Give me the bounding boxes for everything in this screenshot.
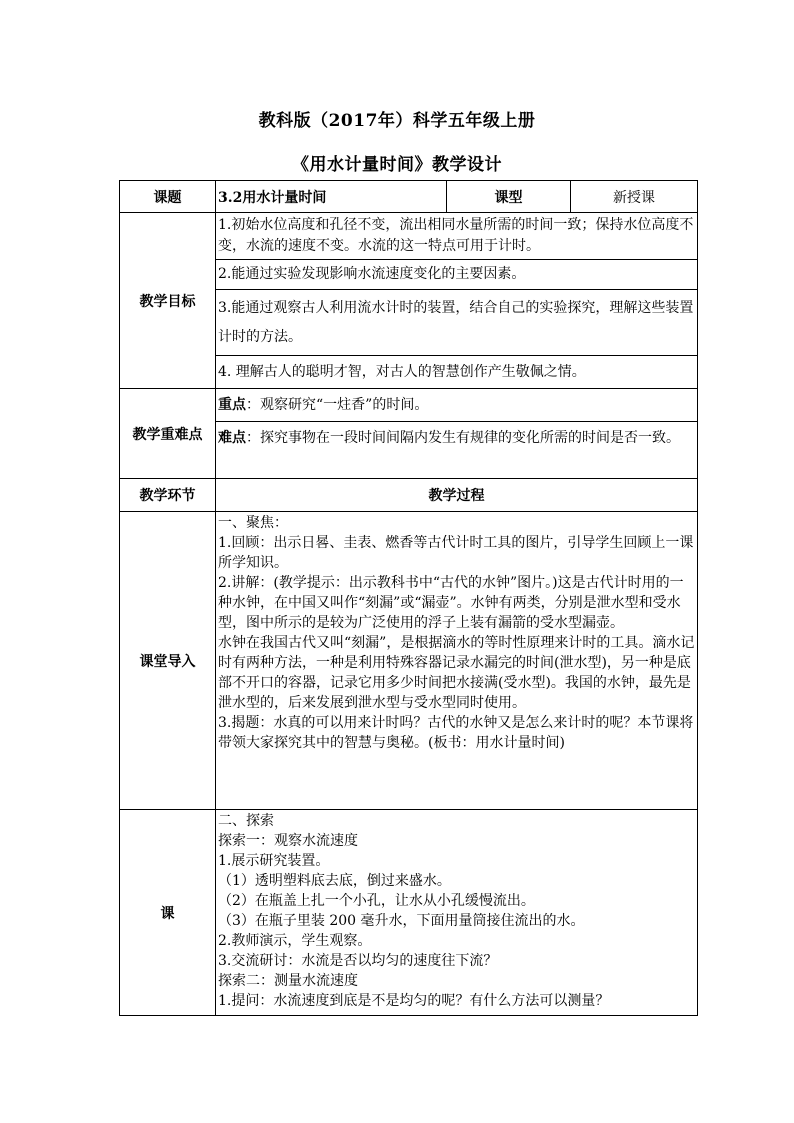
topic-row xyxy=(120,181,698,213)
explore-line: 3.交流研讨：水流是否以均匀的速度往下流？ xyxy=(218,953,498,969)
topic-value: 3.2用水计量时间 xyxy=(216,181,447,213)
focus-text: ：观察研究“一炷香”的时间。 xyxy=(246,396,429,413)
goal-item: 3.能通过观察古人利用流水计时的装置，结合自己的实验探究，理解这些装置计时的方法。 xyxy=(218,300,694,345)
difficulty-text: ：探究事物在一段时间间隔内发生有规律的变化所需的时间是否一致。 xyxy=(246,430,680,446)
explore-line: （2）在瓶盖上扎一个小孔，让水从小孔缓慢流出。 xyxy=(218,893,535,909)
intro-row xyxy=(120,512,698,810)
intro-line: 3.揭题：水真的可以用来计时吗？古代的水钟又是怎么来计时的呢？本节课将带领大家探究其中的智慧与奥秘。(板书：用水计量时间) xyxy=(218,715,694,751)
process-header-row xyxy=(120,479,698,512)
difficulty-label: 难点 xyxy=(218,430,246,446)
explore-line: 二、探索 xyxy=(218,813,274,829)
type-label: 课型 xyxy=(447,181,571,213)
key-points-label: 教学重难点 xyxy=(120,389,216,479)
explore-line: 2.教师演示，学生观察。 xyxy=(218,933,372,949)
intro-content xyxy=(216,512,697,754)
explore-row xyxy=(120,810,698,1016)
intro-line: 2.讲解：(教学提示：出示教科书中“古代的水钟”图片。)这是古代计时用的一种水钟，在中国又叫作“刻漏”或“漏壶”。水钟有两类，分别是泄水型和受水型，图中所示的是较为广泛使用的浮子上装有漏箭的受水型漏壶。 xyxy=(218,575,684,631)
topic-label: 课题 xyxy=(120,181,216,213)
process-header: 教学过程 xyxy=(216,479,698,512)
goal-item: 1.初始水位高度和孔径不变，流出相同水量所需的时间一致；保持水位高度不变，水流的速度不变。水流的这一特点可用于计时。 xyxy=(218,217,694,254)
explore-line: 1.展示研究装置。 xyxy=(218,853,330,869)
explore-line: 探索一：观察水流速度 xyxy=(218,833,358,849)
document-title: 教科版（2017年）科学五年级上册 xyxy=(258,111,536,131)
explore-label: 课 xyxy=(120,810,216,1016)
explore-line: （3）在瓶子里装 200 毫升水，下面用量筒接住流出的水。 xyxy=(218,913,585,929)
intro-label: 课堂导入 xyxy=(120,512,216,810)
intro-line: 水钟在我国古代又叫“刻漏”，是根据滴水的等时性原理来计时的工具。滴水记时有两种方法，一种是利用特殊容器记录水漏完的时间(泄水型)，另一种是底部不开口的容器，记录它用多少时间把水接满(受水型)。我国的水钟，最先是泄水型的，后来发展到泄水型与受水型同时使用。 xyxy=(218,635,695,711)
explore-line: 探索二：测量水流速度 xyxy=(218,973,358,989)
intro-line: 1.回顾：出示日晷、圭表、燃香等古代计时工具的图片，引导学生回顾上一课所学知识。 xyxy=(218,535,694,571)
goals-label: 教学目标 xyxy=(120,213,216,389)
explore-line: 1.提问：水流速度到底是不是均匀的呢？有什么方法可以测量？ xyxy=(218,993,610,1009)
type-value: 新授课 xyxy=(571,181,698,213)
stage-header: 教学环节 xyxy=(120,479,216,512)
lesson-plan-table xyxy=(119,180,698,1016)
intro-line: 一、聚焦： xyxy=(218,515,288,531)
document-subtitle: 《用水计量时间》教学设计 xyxy=(292,155,502,175)
goal-item: 4. 理解古人的聪明才智，对古人的智慧创作产生敬佩之情。 xyxy=(218,363,586,380)
goal-item: 2.能通过实验发现影响水流速度变化的主要因素。 xyxy=(218,266,526,282)
focus-row xyxy=(120,389,698,422)
explore-content xyxy=(216,810,697,1012)
goal-row-1 xyxy=(120,213,698,260)
focus-label: 重点 xyxy=(218,396,246,413)
explore-line: （1）透明塑料底去底，倒过来盛水。 xyxy=(218,873,451,889)
